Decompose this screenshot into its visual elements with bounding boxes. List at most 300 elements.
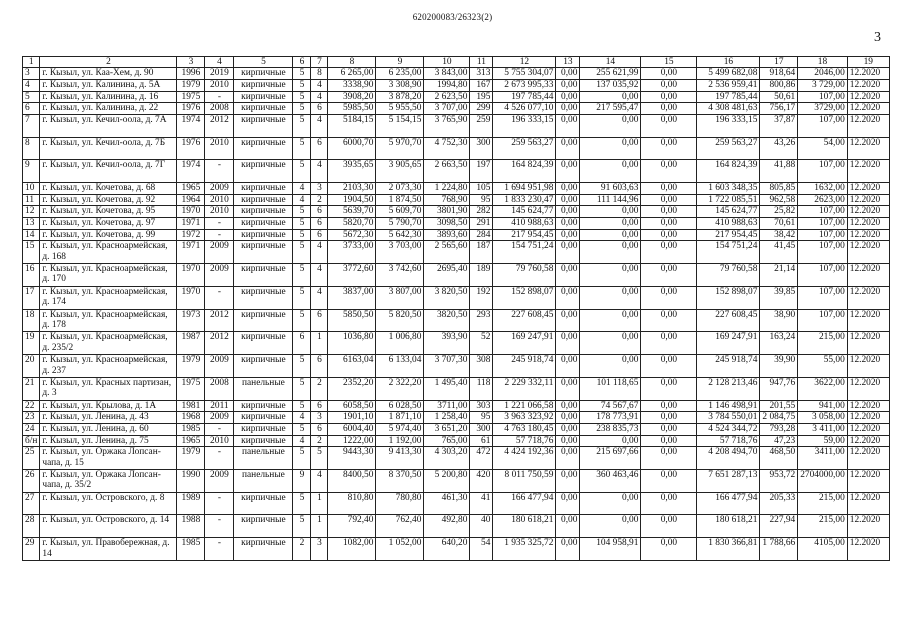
table-cell: 6004,40 <box>328 423 376 435</box>
table-cell: 5 974,40 <box>376 423 424 435</box>
table-cell: 0,00 <box>556 423 580 435</box>
table-cell: 0,00 <box>580 217 641 229</box>
table-cell: 3772,60 <box>328 263 376 286</box>
table-cell: 2 565,60 <box>424 241 470 264</box>
address-cell: г. Кызыл, ул. Красноармейская, д. 168 <box>40 241 177 264</box>
table-cell: 1 833 230,47 <box>493 194 556 206</box>
table-cell: 4 752,30 <box>424 137 470 160</box>
table-cell: 3 703,00 <box>376 241 424 264</box>
table-cell: 4 <box>311 469 328 492</box>
table-cell: 962,58 <box>760 194 798 206</box>
table-cell: 0,00 <box>641 137 697 160</box>
address-cell: г. Кызыл, ул. Кечил-оола, д. 7А <box>40 114 177 137</box>
table-cell: 6 <box>311 137 328 160</box>
table-cell: 1 258,40 <box>424 412 470 424</box>
table-cell: 6 <box>311 400 328 412</box>
table-cell: 4 <box>311 241 328 264</box>
table-cell: 39,85 <box>760 286 798 309</box>
column-header: 9 <box>376 57 424 68</box>
table-cell: 6 235,00 <box>376 68 424 80</box>
table-cell: 0,00 <box>641 263 697 286</box>
table-cell: 1994,80 <box>424 80 470 92</box>
table-cell: 3338,90 <box>328 80 376 92</box>
table-cell: 3 820,50 <box>424 286 470 309</box>
table-cell: 1 <box>311 515 328 538</box>
table-cell: 25 <box>23 447 40 470</box>
table-cell: 0,00 <box>556 160 580 183</box>
table-cell: 4 <box>23 80 40 92</box>
table-cell: 12.2020 <box>847 332 889 355</box>
table-cell: 6 <box>293 332 311 355</box>
document-id: 620200083/26323(2) <box>412 12 493 22</box>
table-cell: - <box>205 229 234 241</box>
address-cell: г. Кызыл, ул. Калинина, д. 5А <box>40 80 177 92</box>
table-cell: 3 843,00 <box>424 68 470 80</box>
table-cell: 2012 <box>205 309 234 332</box>
table-cell: кирпичные <box>234 435 293 447</box>
table-cell: 5 820,50 <box>376 309 424 332</box>
table-cell: 187 <box>470 241 493 264</box>
table-cell: 12.2020 <box>847 68 889 80</box>
table-cell: 5 <box>293 447 311 470</box>
table-cell: 4 303,20 <box>424 447 470 470</box>
table-cell: 2 <box>311 435 328 447</box>
table-cell: 5 <box>293 400 311 412</box>
column-header: 16 <box>697 57 760 68</box>
table-cell: 2009 <box>205 355 234 378</box>
table-cell: 0,00 <box>580 355 641 378</box>
table-cell: 1 052,00 <box>376 538 424 561</box>
table-cell: 14 <box>23 229 40 241</box>
table-cell: 40 <box>470 515 493 538</box>
table-cell: 166 477,94 <box>697 492 760 515</box>
table-cell: 3 308,90 <box>376 80 424 92</box>
column-header: 11 <box>470 57 493 68</box>
table-cell: 25,82 <box>760 206 798 218</box>
table-cell: 5 970,70 <box>376 137 424 160</box>
table-cell: 4 763 180,45 <box>493 423 556 435</box>
table-cell: 12.2020 <box>847 103 889 115</box>
table-cell: 8 <box>311 68 328 80</box>
column-header: 7 <box>311 57 328 68</box>
table-cell: - <box>205 286 234 309</box>
table-cell: 0,00 <box>580 435 641 447</box>
table-cell: 5820,70 <box>328 217 376 229</box>
table-cell: 0,00 <box>641 160 697 183</box>
table-cell: 3893,60 <box>424 229 470 241</box>
table-cell: 5 <box>293 263 311 286</box>
table-cell: 2009 <box>205 263 234 286</box>
table-cell: 0,00 <box>556 114 580 137</box>
table-cell: 2009 <box>205 241 234 264</box>
table-cell: 810,80 <box>328 492 376 515</box>
table-cell: - <box>205 217 234 229</box>
table-cell: 0,00 <box>556 241 580 264</box>
table-cell: 472 <box>470 447 493 470</box>
table-cell: кирпичные <box>234 355 293 378</box>
table-cell: 5 <box>23 91 40 103</box>
table-cell: 178 773,91 <box>580 412 641 424</box>
table-cell: 2010 <box>205 206 234 218</box>
table-cell: 1976 <box>177 137 205 160</box>
table-cell: 1979 <box>177 80 205 92</box>
address-cell: г. Кызыл, ул. Каа-Хем, д. 90 <box>40 68 177 80</box>
table-cell: 1 221 066,58 <box>493 400 556 412</box>
table-cell: - <box>205 160 234 183</box>
table-cell: 12 <box>23 206 40 218</box>
table-cell: кирпичные <box>234 91 293 103</box>
page-number: 3 <box>874 30 881 45</box>
table-cell: 2 536 959,41 <box>697 80 760 92</box>
table-cell: 3 707,00 <box>424 103 470 115</box>
table-cell: - <box>205 492 234 515</box>
table-cell: 101 118,65 <box>580 377 641 400</box>
table-cell: панельные <box>234 469 293 492</box>
table-cell: 4 <box>311 286 328 309</box>
table-cell: 0,00 <box>641 91 697 103</box>
table-row <box>23 91 890 103</box>
table-cell: 1996 <box>177 68 205 80</box>
table-cell: 12.2020 <box>847 114 889 137</box>
table-cell: 1 224,80 <box>424 183 470 195</box>
table-cell: 12.2020 <box>847 377 889 400</box>
table-cell: 8 <box>23 137 40 160</box>
table-cell: 12.2020 <box>847 194 889 206</box>
table-cell: 918,64 <box>760 68 798 80</box>
table-cell: 79 760,58 <box>493 263 556 286</box>
table-cell: 111 144,96 <box>580 194 641 206</box>
table-cell: 0,00 <box>580 160 641 183</box>
table-cell: 2 <box>311 194 328 206</box>
table-cell: 780,80 <box>376 492 424 515</box>
table-header-row <box>23 57 890 68</box>
table-cell: 12.2020 <box>847 137 889 160</box>
table-cell: 0,00 <box>556 435 580 447</box>
table-cell: б/н <box>23 435 40 447</box>
column-header: 18 <box>798 57 848 68</box>
table-row <box>23 492 890 515</box>
table-cell: кирпичные <box>234 80 293 92</box>
table-cell: 57 718,76 <box>493 435 556 447</box>
address-cell: г. Кызыл, ул. Красноармейская, д. 235/2 <box>40 332 177 355</box>
table-cell: 0,00 <box>556 377 580 400</box>
table-cell: 3 <box>311 183 328 195</box>
table-cell: - <box>205 447 234 470</box>
table-cell: 5 642,30 <box>376 229 424 241</box>
table-cell: 2012 <box>205 332 234 355</box>
address-cell: г. Кызыл, ул. Кочетова, д. 99 <box>40 229 177 241</box>
table-cell: 197 785,44 <box>697 91 760 103</box>
address-cell: г. Кызыл, ул. Красноармейская, д. 237 <box>40 355 177 378</box>
table-cell: 0,00 <box>556 355 580 378</box>
table-cell: 12.2020 <box>847 492 889 515</box>
table-cell: 5 <box>311 447 328 470</box>
table-cell: 8400,50 <box>328 469 376 492</box>
table-cell: 0,00 <box>580 286 641 309</box>
table-cell: 0,00 <box>641 412 697 424</box>
table-cell: 9 <box>293 469 311 492</box>
table-cell: 3 <box>311 538 328 561</box>
table-cell: 1965 <box>177 435 205 447</box>
table-cell: 0,00 <box>580 515 641 538</box>
table-cell: 245 918,74 <box>493 355 556 378</box>
table-cell: - <box>205 91 234 103</box>
table-cell: 2695,40 <box>424 263 470 286</box>
table-cell: 1968 <box>177 412 205 424</box>
table-cell: 0,00 <box>641 241 697 264</box>
table-cell: 2 623,50 <box>424 91 470 103</box>
table-cell: 0,00 <box>641 183 697 195</box>
table-cell: 0,00 <box>556 538 580 561</box>
table-cell: 0,00 <box>580 241 641 264</box>
table-cell: 0,00 <box>580 137 641 160</box>
table-row <box>23 194 890 206</box>
table-cell: 0,00 <box>556 137 580 160</box>
table-cell: 8 011 750,59 <box>493 469 556 492</box>
table-cell: панельные <box>234 447 293 470</box>
table-cell: 300 <box>470 423 493 435</box>
table-cell: 1985 <box>177 538 205 561</box>
table-cell: 1975 <box>177 91 205 103</box>
table-cell: 196 333,15 <box>493 114 556 137</box>
table-cell: 360 463,46 <box>580 469 641 492</box>
address-cell: г. Кызыл, ул. Ленина, д. 60 <box>40 423 177 435</box>
table-cell: 259 563,27 <box>493 137 556 160</box>
table-cell: 1970 <box>177 286 205 309</box>
table-row <box>23 286 890 309</box>
table-cell: 5 <box>293 286 311 309</box>
table-row <box>23 355 890 378</box>
column-header: 19 <box>847 57 889 68</box>
table-cell: 461,30 <box>424 492 470 515</box>
table-cell: 3 784 550,01 <box>697 412 760 424</box>
table-row <box>23 400 890 412</box>
table-cell: 5 200,80 <box>424 469 470 492</box>
table-cell: 2010 <box>205 137 234 160</box>
table-cell: кирпичные <box>234 183 293 195</box>
table-cell: 12.2020 <box>847 217 889 229</box>
table-cell: 245 918,74 <box>697 355 760 378</box>
table-cell: 38,42 <box>760 229 798 241</box>
table-cell: 6163,04 <box>328 355 376 378</box>
table-cell: 2 673 995,33 <box>493 80 556 92</box>
table-cell: 3 707,30 <box>424 355 470 378</box>
table-cell: 2009 <box>205 469 234 492</box>
table-cell: 4 308 481,63 <box>697 103 760 115</box>
table-cell: 300 <box>470 137 493 160</box>
table-cell: 1 722 085,51 <box>697 194 760 206</box>
table-cell: 217 954,45 <box>493 229 556 241</box>
address-cell: г. Кызыл, ул. Кочетова, д. 95 <box>40 206 177 218</box>
table-cell: кирпичные <box>234 492 293 515</box>
address-cell: г. Кызыл, ул. Ленина, д. 43 <box>40 412 177 424</box>
table-cell: 180 618,21 <box>493 515 556 538</box>
table-cell: 17 <box>23 286 40 309</box>
table-cell: 1 <box>311 492 328 515</box>
table-cell: 1 871,10 <box>376 412 424 424</box>
table-row <box>23 309 890 332</box>
table-cell: 1 006,80 <box>376 332 424 355</box>
table-cell: 5 154,15 <box>376 114 424 137</box>
table-cell: 6058,50 <box>328 400 376 412</box>
table-cell: 3 058,00 <box>798 412 848 424</box>
table-cell: 4 <box>293 412 311 424</box>
table-cell: 5985,50 <box>328 103 376 115</box>
table-cell: 0,00 <box>641 114 697 137</box>
table-cell: 2 <box>293 538 311 561</box>
table-cell: 169 247,91 <box>493 332 556 355</box>
table-cell: 1972 <box>177 229 205 241</box>
table-cell: 1 <box>311 332 328 355</box>
table-cell: 180 618,21 <box>697 515 760 538</box>
table-cell: 0,00 <box>641 229 697 241</box>
table-cell: 0,00 <box>556 206 580 218</box>
table-cell: 12.2020 <box>847 286 889 309</box>
table-cell: 164 824,39 <box>697 160 760 183</box>
table-cell: 0,00 <box>641 423 697 435</box>
table-cell: 12.2020 <box>847 263 889 286</box>
table-cell: 3622,00 <box>798 377 848 400</box>
table-cell: 3729,00 <box>798 103 848 115</box>
table-cell: 215 697,66 <box>580 447 641 470</box>
table-cell: 61 <box>470 435 493 447</box>
table-cell: 0,00 <box>580 263 641 286</box>
address-cell: г. Кызыл, ул. Ленина, д. 75 <box>40 435 177 447</box>
table-cell: 2008 <box>205 377 234 400</box>
table-cell: 0,00 <box>580 206 641 218</box>
table-row <box>23 538 890 561</box>
table-cell: 47,23 <box>760 435 798 447</box>
table-cell: 196 333,15 <box>697 114 760 137</box>
table-cell: 1632,00 <box>798 183 848 195</box>
table-cell: 1 788,66 <box>760 538 798 561</box>
table-cell: 5 <box>293 114 311 137</box>
table-cell: 1988 <box>177 515 205 538</box>
table-cell: 2103,30 <box>328 183 376 195</box>
table-cell: 107,00 <box>798 229 848 241</box>
table-cell: кирпичные <box>234 103 293 115</box>
table-row <box>23 103 890 115</box>
table-cell: 3801,90 <box>424 206 470 218</box>
table-cell: 4 <box>293 194 311 206</box>
table-cell: - <box>205 538 234 561</box>
table-cell: 5 955,50 <box>376 103 424 115</box>
address-cell: г. Кызыл, ул. Правобережная, д. 14 <box>40 538 177 561</box>
table-cell: кирпичные <box>234 206 293 218</box>
table-cell: 5 <box>293 137 311 160</box>
table-cell: 5 <box>293 515 311 538</box>
table-cell: 4 <box>311 160 328 183</box>
table-cell: 0,00 <box>641 206 697 218</box>
address-cell: г. Кызыл, ул. Калинина, д. 16 <box>40 91 177 103</box>
table-cell: 12.2020 <box>847 400 889 412</box>
table-cell: 4105,00 <box>798 538 848 561</box>
address-cell: г. Кызыл, ул. Калинина, д. 22 <box>40 103 177 115</box>
table-row <box>23 469 890 492</box>
column-header: 3 <box>177 57 205 68</box>
table-cell: 1036,80 <box>328 332 376 355</box>
table-cell: 74 567,67 <box>580 400 641 412</box>
table-cell: 255 621,99 <box>580 68 641 80</box>
table-cell: 2 663,50 <box>424 160 470 183</box>
table-cell: 1 495,40 <box>424 377 470 400</box>
table-cell: 2011 <box>205 400 234 412</box>
table-cell: 12.2020 <box>847 309 889 332</box>
table-cell: 805,85 <box>760 183 798 195</box>
table-cell: 6 <box>311 217 328 229</box>
table-cell: 12.2020 <box>847 469 889 492</box>
table-cell: 9 <box>23 160 40 183</box>
table-cell: 41 <box>470 492 493 515</box>
table-cell: кирпичные <box>234 309 293 332</box>
table-cell: 947,76 <box>760 377 798 400</box>
address-cell: г. Кызыл, ул. Оржака Лопсан-чапа, д. 35/2 <box>40 469 177 492</box>
table-cell: 5 <box>293 68 311 80</box>
table-cell: 26 <box>23 469 40 492</box>
table-cell: 41,88 <box>760 160 798 183</box>
table-cell: 27 <box>23 492 40 515</box>
address-cell: г. Кызыл, ул. Островского, д. 8 <box>40 492 177 515</box>
table-row <box>23 229 890 241</box>
table-cell: 2 322,20 <box>376 377 424 400</box>
column-header: 1 <box>23 57 40 68</box>
table-cell: 2352,20 <box>328 377 376 400</box>
table-cell: 1979 <box>177 355 205 378</box>
address-cell: г. Кызыл, ул. Красноармейская, д. 174 <box>40 286 177 309</box>
table-cell: 1975 <box>177 377 205 400</box>
table-cell: 5 <box>293 217 311 229</box>
table-cell: 12.2020 <box>847 206 889 218</box>
address-cell: г. Кызыл, ул. Островского, д. 14 <box>40 515 177 538</box>
column-header: 6 <box>293 57 311 68</box>
table-cell: 28 <box>23 515 40 538</box>
table-cell: 4 <box>311 80 328 92</box>
table-cell: 0,00 <box>556 229 580 241</box>
address-cell: г. Кызыл, ул. Оржака Лопсан-чапа, д. 15 <box>40 447 177 470</box>
table-cell: 0,00 <box>641 538 697 561</box>
table-row <box>23 263 890 286</box>
column-header: 2 <box>40 57 177 68</box>
table-cell: 299 <box>470 103 493 115</box>
column-header: 14 <box>580 57 641 68</box>
table-cell: 41,45 <box>760 241 798 264</box>
table-cell: 227 608,45 <box>697 309 760 332</box>
table-cell: 420 <box>470 469 493 492</box>
table-cell: 10 <box>23 183 40 195</box>
table-cell: 9443,30 <box>328 447 376 470</box>
table-cell: 154 751,24 <box>493 241 556 264</box>
table-cell: кирпичные <box>234 332 293 355</box>
table-cell: 762,40 <box>376 515 424 538</box>
table-cell: 24 <box>23 423 40 435</box>
table-cell: 1 146 498,91 <box>697 400 760 412</box>
table-cell: 0,00 <box>580 492 641 515</box>
table-cell: 12.2020 <box>847 423 889 435</box>
table-cell: 800,86 <box>760 80 798 92</box>
table-cell: 0,00 <box>556 332 580 355</box>
table-cell: 39,90 <box>760 355 798 378</box>
table-cell: 21,14 <box>760 263 798 286</box>
table-cell: 57 718,76 <box>697 435 760 447</box>
table-cell: 282 <box>470 206 493 218</box>
table-cell: 0,00 <box>641 68 697 80</box>
table-cell: 5 <box>293 309 311 332</box>
table-cell: кирпичные <box>234 137 293 160</box>
table-cell: кирпичные <box>234 68 293 80</box>
table-cell: 6 133,04 <box>376 355 424 378</box>
table-cell: 0,00 <box>580 229 641 241</box>
table-row <box>23 114 890 137</box>
